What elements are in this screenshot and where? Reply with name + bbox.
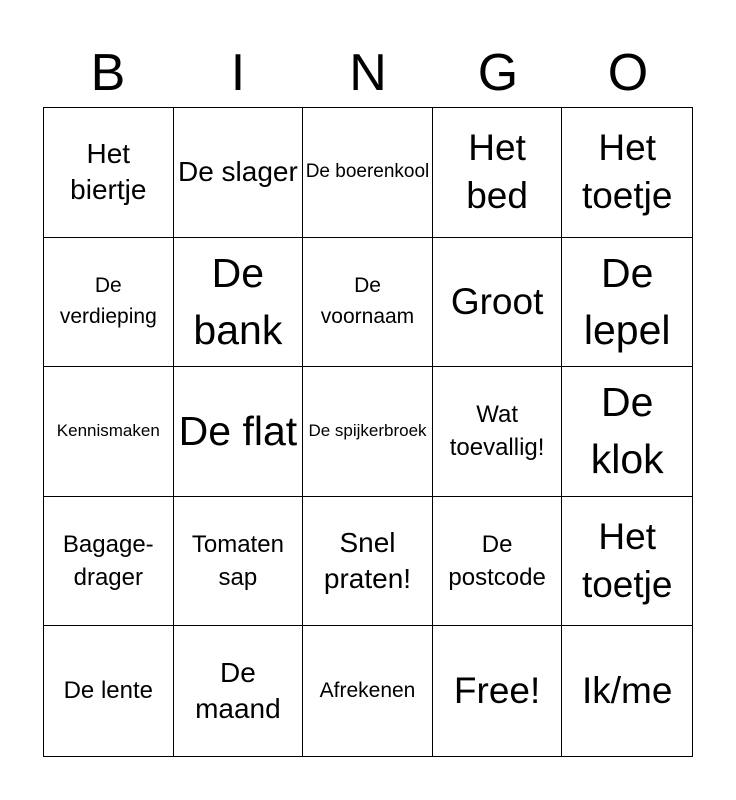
bingo-cell[interactable]	[174, 108, 304, 238]
cell-text: Kennismaken	[56, 421, 160, 441]
bingo-board	[43, 107, 693, 757]
cell-text: De lente	[63, 677, 153, 705]
bingo-cell[interactable]	[433, 238, 563, 368]
bingo-cell[interactable]	[562, 497, 692, 627]
bingo-cell[interactable]	[303, 367, 433, 497]
header-letter-b: B	[90, 44, 126, 102]
bingo-cell[interactable]	[44, 497, 174, 627]
cell-text: Afrekenen	[319, 678, 416, 702]
bingo-cell[interactable]	[44, 108, 174, 238]
free-space-cell[interactable]	[433, 626, 563, 756]
header-letter-g: G	[477, 44, 519, 102]
cell-text: De verdieping	[59, 274, 157, 328]
bingo-cell[interactable]	[303, 497, 433, 627]
header-letter-o: O	[607, 44, 649, 102]
cell-text: De klok	[590, 379, 664, 483]
header-letter-n: N	[349, 44, 387, 102]
cell-text: Het bed	[466, 127, 528, 217]
cell-text: Het toetje	[581, 127, 673, 217]
cell-text: Groot	[450, 280, 544, 322]
cell-text: Wat toevallig!	[449, 400, 545, 462]
cell-text: De spijkerbroek	[308, 421, 427, 441]
cell-text: De lepel	[583, 249, 671, 353]
cell-text: Het biertje	[70, 137, 147, 206]
cell-text: De maand	[195, 656, 281, 725]
bingo-cell[interactable]	[562, 626, 692, 756]
bingo-cell[interactable]	[174, 367, 304, 497]
bingo-cell[interactable]	[562, 108, 692, 238]
cell-text: De boerenkool	[305, 161, 430, 183]
bingo-cell[interactable]	[174, 626, 304, 756]
cell-text: Tomaten sap	[191, 530, 284, 592]
bingo-cell[interactable]	[562, 238, 692, 368]
cell-text: Het toetje	[581, 516, 673, 606]
cell-text: De voornaam	[320, 274, 415, 328]
bingo-cell[interactable]	[303, 108, 433, 238]
bingo-cell[interactable]	[433, 108, 563, 238]
bingo-cell[interactable]	[174, 497, 304, 627]
cell-text: Free!	[453, 670, 541, 712]
bingo-cell[interactable]	[433, 367, 563, 497]
bingo-cell[interactable]	[44, 626, 174, 756]
bingo-header	[43, 40, 693, 106]
cell-text: Snel praten!	[323, 526, 412, 595]
cell-text: De postcode	[448, 530, 546, 592]
bingo-cell[interactable]	[303, 626, 433, 756]
cell-text: Bagage-drager	[62, 530, 154, 592]
cell-text: De bank	[193, 249, 283, 353]
cell-text: Ik/me	[581, 670, 673, 712]
bingo-cell[interactable]	[303, 238, 433, 368]
cell-text: De flat	[178, 407, 298, 454]
bingo-cell[interactable]	[174, 238, 304, 368]
bingo-cell[interactable]	[562, 367, 692, 497]
cell-text: De slager	[177, 156, 298, 188]
bingo-cell[interactable]	[44, 238, 174, 368]
header-letter-i: I	[230, 44, 246, 102]
bingo-cell[interactable]	[433, 497, 563, 627]
bingo-cell[interactable]	[44, 367, 174, 497]
